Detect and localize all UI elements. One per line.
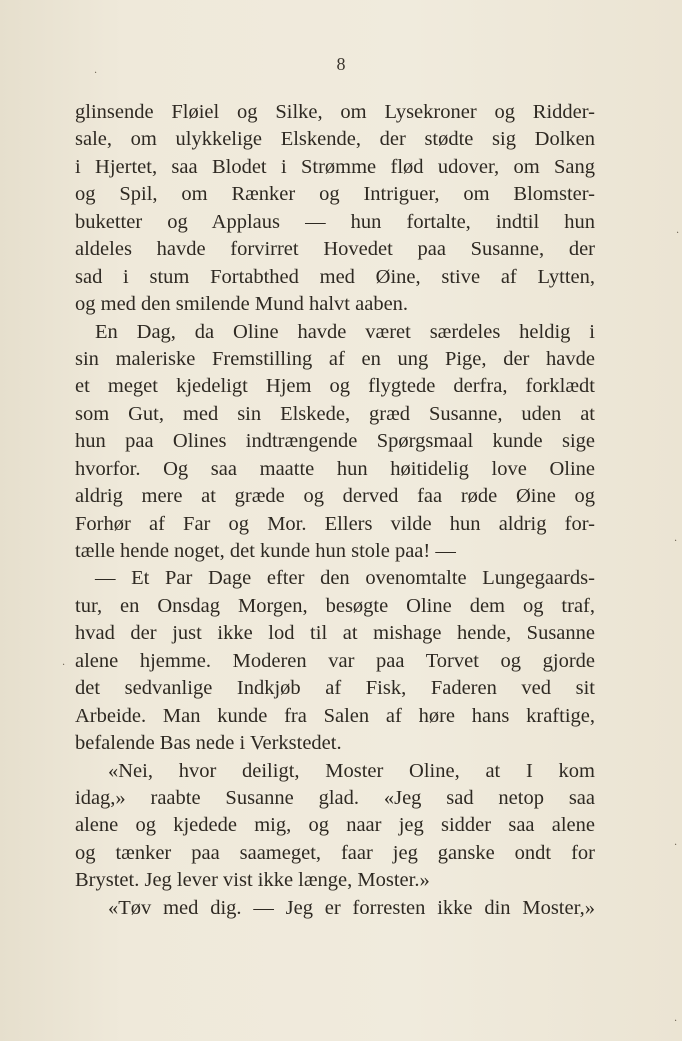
text-line: og med den smilende Mund halvt aaben.	[75, 293, 409, 316]
paper-speck: .	[676, 225, 680, 236]
paper-speck: .	[674, 1013, 678, 1024]
text-line: i Hjertet, saa Blodet i Strømme flød udover, om Sang	[75, 155, 595, 178]
text-line: Forhør af Far og Mor. Ellers vilde hun aldrig for-	[75, 512, 595, 535]
text-line: aldeles havde forvirret Hovedet paa Susanne, der	[75, 238, 595, 261]
text-line: som Gut, med sin Elskede, græd Susanne, uden at	[75, 402, 595, 425]
paper-speck: .	[62, 657, 66, 668]
text-line: og Spil, om Rænker og Intriguer, om Blomster-	[75, 183, 595, 206]
paper-speck: .	[674, 533, 678, 544]
text-line: et meget kjedeligt Hjem og flygtede derfra, forklædt	[75, 375, 595, 398]
text-line: alene og kjedede mig, og naar jeg sidder saa alene	[75, 814, 595, 837]
text-line: idag,» raabte Susanne glad. «Jeg sad netop saa	[75, 786, 595, 809]
text-line: sale, om ulykkelige Elskende, der stødte sig Dolken	[75, 128, 595, 151]
paper-speck: .	[674, 837, 678, 848]
text-line: sin maleriske Fremstilling af en ung Pige, der havde	[75, 347, 595, 370]
text-line: tur, en Onsdag Morgen, besøgte Oline dem og traf,	[75, 594, 595, 617]
text-line: «Tøv med dig. — Jeg er forresten ikke din Moster,»	[108, 896, 595, 919]
text-line: og tænker paa saameget, faar jeg ganske ondt for	[75, 841, 595, 864]
text-line: aldrig mere at græde og derved faa røde Øine og	[75, 485, 595, 508]
body-text	[75, 99, 595, 922]
text-line: «Nei, hvor deiligt, Moster Oline, at I kom	[108, 759, 595, 782]
text-line: hvorfor. Og saa maatte hun høitidelig love Oline	[75, 457, 595, 480]
text-line: hun paa Olines indtrængende Spørgsmaal kunde sige	[75, 430, 595, 453]
page-number: 8	[336, 54, 346, 74]
text-line: En Dag, da Oline havde været særdeles heldig i	[95, 320, 595, 343]
text-line: befalende Bas nede i Verkstedet.	[75, 732, 342, 755]
text-line: hvad der just ikke lod til at mishage hende, Susanne	[75, 622, 595, 645]
text-line: Brystet. Jeg lever vist ikke længe, Moster.»	[75, 869, 430, 892]
text-line: tælle hende noget, det kunde hun stole paa! —	[75, 540, 456, 562]
text-line: glinsende Fløiel og Silke, om Lysekroner og Ridder-	[75, 101, 595, 123]
text-line: buketter og Applaus — hun fortalte, indtil hun	[75, 210, 595, 233]
text-line: det sedvanlige Indkjøb af Fisk, Faderen ved sit	[75, 677, 595, 700]
text-line: alene hjemme. Moderen var paa Torvet og gjorde	[75, 649, 595, 672]
text-line: sad i stum Fortabthed med Øine, stive af Lytten,	[75, 265, 595, 288]
text-line: Arbeide. Man kunde fra Salen af høre hans kraftige,	[75, 704, 595, 727]
paper-speck: .	[94, 65, 98, 76]
text-line: — Et Par Dage efter den ovenomtalte Lungegaards-	[95, 567, 595, 590]
